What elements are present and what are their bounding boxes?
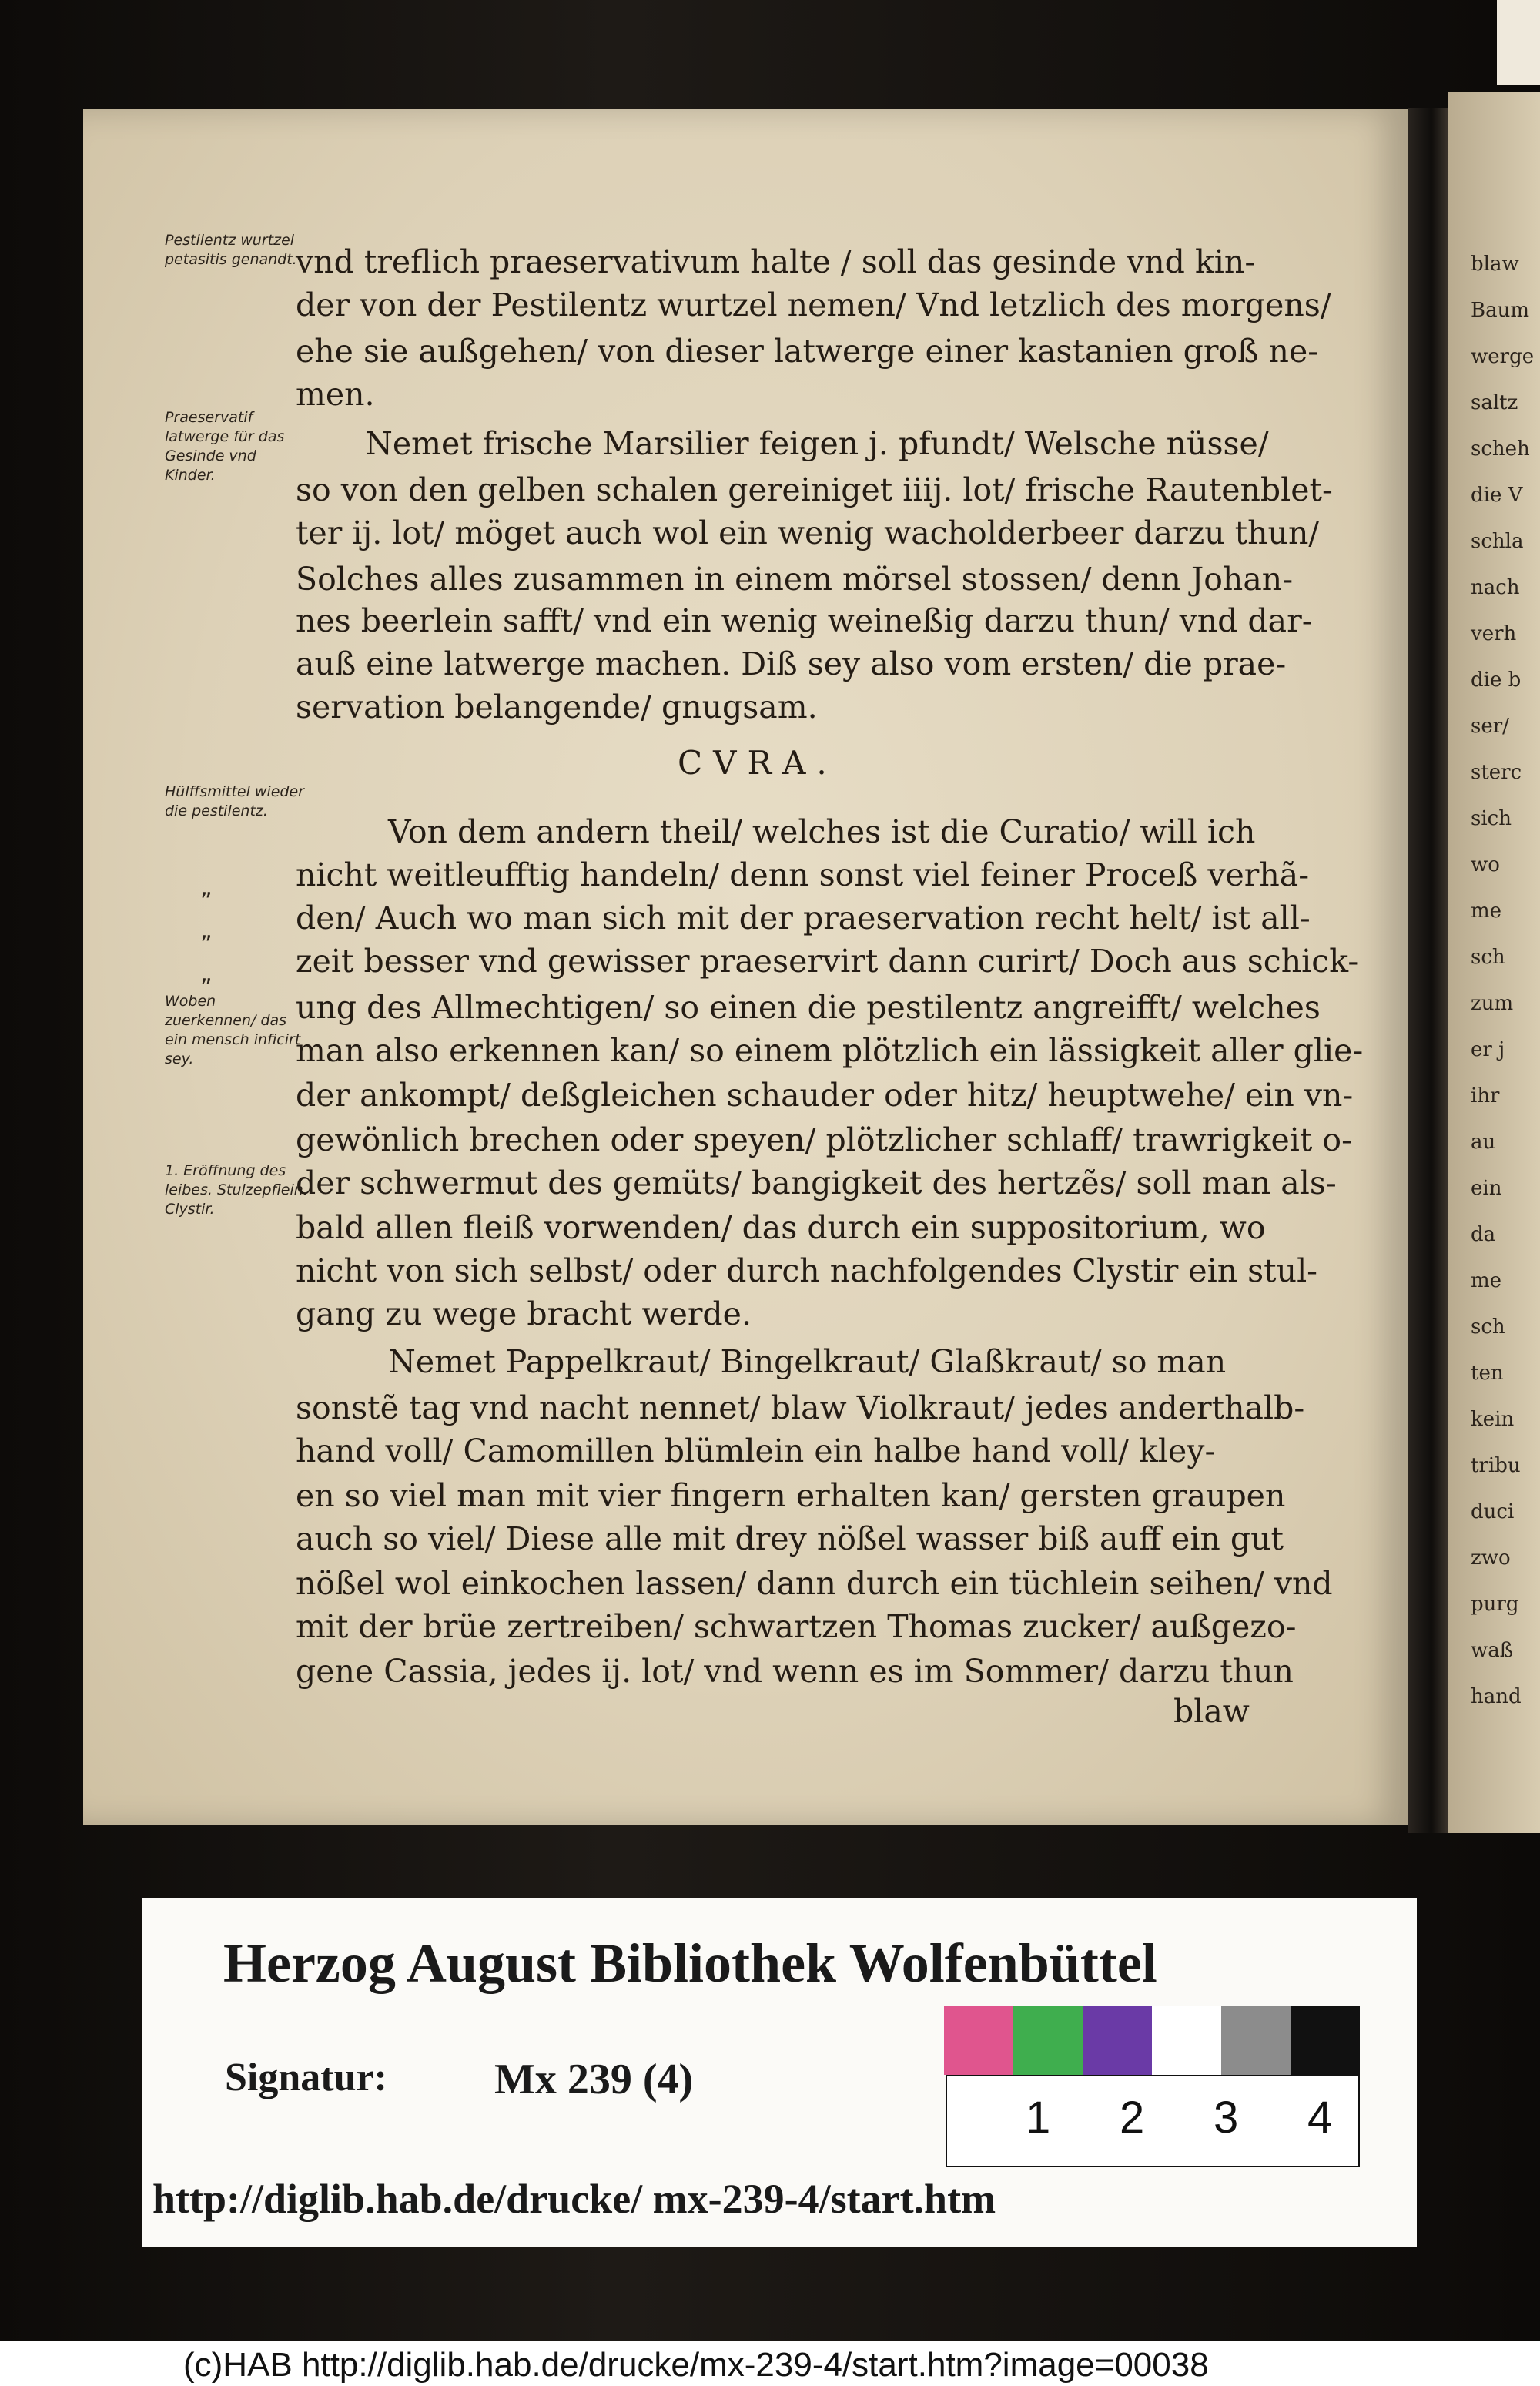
text-line: en so viel man mit vier fingern erhalten kan/ gersten graupen: [296, 1477, 1286, 1514]
right-page-fragment: nach: [1471, 576, 1520, 599]
copyright-footer: (c)HAB http://diglib.hab.de/drucke/mx-239-4/start.htm?image=00038: [183, 2346, 1209, 2384]
right-page-fragment: scheh: [1471, 437, 1530, 461]
color-calibration-patch: [1013, 2006, 1083, 2075]
right-page-fragment: da: [1471, 1223, 1496, 1246]
color-calibration-patch: [944, 2006, 1013, 2075]
right-page-fragment: tribu: [1471, 1454, 1521, 1477]
right-page-fragment: sch: [1471, 946, 1505, 969]
text-line: auch so viel/ Diese alle mit drey nößel wasser biß auff ein gut: [296, 1520, 1284, 1557]
right-page-fragment: waß: [1471, 1639, 1514, 1662]
right-page-fragment: die b: [1471, 669, 1522, 692]
ruler-number: 2: [1120, 2093, 1145, 2143]
right-page-fragment: verh: [1471, 622, 1517, 645]
right-page-fragment: ein: [1471, 1177, 1502, 1200]
right-page-fragment: saltz: [1471, 391, 1518, 414]
ditto-mark: „: [200, 960, 213, 987]
right-page-fragment: sch: [1471, 1315, 1505, 1339]
text-line: bald allen fleiß vorwenden/ das durch ein suppositorium, wo: [296, 1209, 1266, 1246]
text-line: ehe sie außgehen/ von dieser latwerge einer kastanien groß ne-: [296, 333, 1319, 370]
text-line: Nemet frische Marsilier feigen j. pfundt/ Welsche nüsse/: [365, 425, 1269, 462]
right-page-fragment: er j: [1471, 1038, 1505, 1061]
text-line: servation belangende/ gnugsam.: [296, 689, 818, 726]
right-page-fragment: kein: [1471, 1408, 1515, 1431]
right-page-fragment: ser/: [1471, 715, 1509, 738]
library-name: Herzog August Bibliothek Wolfenbüttel: [223, 1932, 1157, 1994]
text-line: nicht weitleufftig handeln/ denn sonst viel feiner Proceß verhã-: [296, 856, 1310, 893]
margin-note: Hülffsmittel wieder die pestilentz.: [165, 783, 304, 819]
signatur-label: Signatur:: [225, 2056, 387, 2099]
ditto-mark: „: [200, 917, 213, 944]
text-line: gewönlich brechen oder speyen/ plötzlicher schlaff/ trawrigkeit o-: [296, 1121, 1352, 1158]
ruler-number: 4: [1307, 2093, 1333, 2143]
right-page-fragment: schla: [1471, 530, 1524, 553]
right-page-fragment: sich: [1471, 807, 1512, 830]
right-page-fragment: blaw: [1471, 253, 1519, 276]
text-line: ter ij. lot/ möget auch wol ein wenig wacholderbeer darzu thun/: [296, 514, 1320, 551]
text-line: der schwermut des gemüts/ bangigkeit des hertzẽs/ soll man als-: [296, 1165, 1337, 1201]
section-heading-cura: CVRA.: [678, 744, 838, 782]
text-line: vnd treflich praeservativum halte / soll das gesinde vnd kin-: [296, 243, 1256, 280]
signatur-value: Mx 239 (4): [494, 2056, 694, 2103]
right-page-fragment: Baum: [1471, 299, 1530, 322]
right-page-fragment: me: [1471, 1269, 1502, 1292]
bookmark-strip: [1497, 0, 1540, 85]
text-line: ung des Allmechtigen/ so einen die pestilentz angreifft/ welches: [296, 989, 1321, 1026]
margin-note: Praeservatif latwerge für das Gesinde vnd Kinder.: [165, 409, 285, 484]
ruler-number: 1: [1026, 2093, 1051, 2143]
book-gutter: [1408, 108, 1448, 1833]
text-line: zeit besser vnd gewisser praeservirt dann curirt/ Doch aus schick-: [296, 943, 1359, 980]
text-line: mit der brüe zertreiben/ schwartzen Thomas zucker/ außgezo-: [296, 1608, 1297, 1645]
right-page-fragment: duci: [1471, 1500, 1515, 1523]
right-page-fragment: purg: [1471, 1593, 1519, 1616]
right-page-fragment: zwo: [1471, 1547, 1511, 1570]
text-line: der von der Pestilentz wurtzel nemen/ Vnd letzlich des morgens/: [296, 287, 1331, 323]
margin-note: 1. Eröffnung des leibes. Stulzepflein. Clystir.: [165, 1162, 308, 1218]
color-calibration-patch: [1291, 2006, 1360, 2075]
right-page-fragment: die V: [1471, 484, 1523, 507]
color-calibration-patch: [1083, 2006, 1152, 2075]
text-line: Solches alles zusammen in einem mörsel stossen/ denn Johan-: [296, 561, 1294, 598]
right-page-fragment: au: [1471, 1131, 1496, 1154]
text-line: so von den gelben schalen gereiniget iiij. lot/ frische Rautenblet-: [296, 471, 1333, 508]
right-page-fragment: wo: [1471, 853, 1500, 876]
text-line: gene Cassia, jedes ij. lot/ vnd wenn es im Sommer/ darzu thun: [296, 1653, 1294, 1690]
right-page-fragment: ihr: [1471, 1084, 1500, 1108]
right-page-fragment: me: [1471, 900, 1502, 923]
text-line: men.: [296, 376, 375, 413]
text-line: hand voll/ Camomillen blümlein ein halbe hand voll/ kley-: [296, 1433, 1216, 1469]
right-page-fragment: hand: [1471, 1685, 1522, 1708]
card-url: http://diglib.hab.de/drucke/ mx-239-4/start.htm: [152, 2176, 996, 2222]
margin-note: Woben zuerkennen/ das ein mensch inficirt sey.: [165, 993, 301, 1067]
text-line: nicht von sich selbst/ oder durch nachfolgendes Clystir ein stul-: [296, 1252, 1318, 1289]
color-calibration-patch: [1152, 2006, 1221, 2075]
ruler-number: 3: [1214, 2093, 1239, 2143]
text-line: Von dem andern theil/ welches ist die Curatio/ will ich: [388, 813, 1256, 850]
measurement-ruler: [946, 2075, 1360, 2167]
right-page-fragment: zum: [1471, 992, 1514, 1015]
text-line: Nemet Pappelkraut/ Bingelkraut/ Glaßkraut/ so man: [388, 1343, 1227, 1380]
text-line: gang zu wege bracht werde.: [296, 1295, 752, 1332]
ditto-mark: „: [200, 874, 213, 901]
text-line: sonstẽ tag vnd nacht nennet/ blaw Violkraut/ jedes anderthalb-: [296, 1389, 1305, 1426]
text-line: man also erkennen kan/ so einem plötzlich ein lässigkeit aller glie-: [296, 1032, 1364, 1069]
text-line: den/ Auch wo man sich mit der praeservation recht helt/ ist all-: [296, 900, 1311, 937]
text-line: blaw: [1173, 1693, 1250, 1730]
text-line: nößel wol einkochen lassen/ dann durch ein tüchlein seihen/ vnd: [296, 1565, 1333, 1602]
right-page-fragment: ten: [1471, 1362, 1504, 1385]
text-line: nes beerlein safft/ vnd ein wenig weineßig darzu thun/ vnd dar-: [296, 602, 1313, 639]
text-line: der ankompt/ deßgleichen schauder oder hitz/ heuptwehe/ ein vn-: [296, 1077, 1354, 1114]
right-page-fragment: werge: [1471, 345, 1535, 368]
margin-note: Pestilentz wurtzel petasitis genandt.: [165, 232, 297, 268]
right-page-fragment: sterc: [1471, 761, 1522, 784]
color-calibration-patch: [1221, 2006, 1291, 2075]
text-line: auß eine latwerge machen. Diß sey also vom ersten/ die prae-: [296, 645, 1287, 682]
